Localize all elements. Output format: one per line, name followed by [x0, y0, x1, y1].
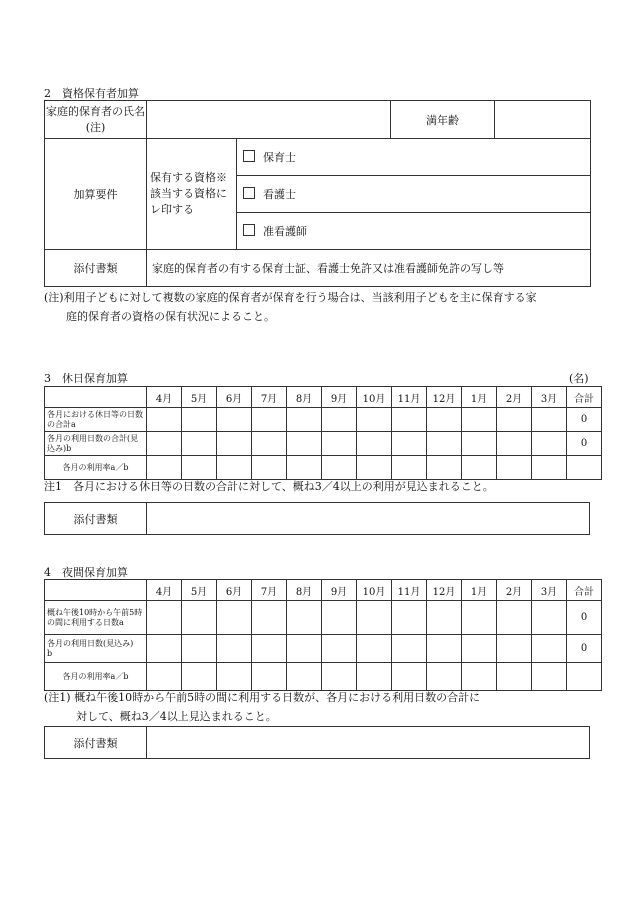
row-label: 各月の利用率a／b — [45, 663, 147, 691]
month-input-cell[interactable] — [287, 432, 322, 456]
month-header: 5月 — [182, 580, 217, 601]
row-label: 各月における休日等の日数の合計a — [45, 408, 147, 432]
qualification-instruction: 保有する資格※該当する資格にレ印する — [147, 139, 237, 250]
month-input-cell[interactable] — [462, 601, 497, 635]
month-input-cell[interactable] — [217, 456, 252, 480]
month-header: 12月 — [427, 580, 462, 601]
section3-note: 注1 各月における休日等の日数の合計に対して、概ね3／4以上の利用が見込まれること。 — [44, 480, 494, 493]
month-input-cell[interactable] — [322, 635, 357, 663]
month-input-cell[interactable] — [147, 456, 182, 480]
month-header: 9月 — [322, 580, 357, 601]
month-input-cell[interactable] — [252, 663, 287, 691]
month-input-cell[interactable] — [532, 432, 567, 456]
table-row — [45, 456, 602, 480]
month-header: 6月 — [217, 580, 252, 601]
section2-note-line2: 庭的保育者の資格の保有状況によること。 — [66, 310, 275, 323]
row-label: 各月の利用日数(見込み) b — [45, 635, 147, 663]
corner-cell — [45, 387, 147, 408]
total-cell: 0 — [567, 432, 602, 456]
night-care-table — [44, 579, 602, 691]
month-input-cell[interactable] — [147, 432, 182, 456]
section3-attachments-field[interactable] — [147, 503, 590, 535]
corner-cell — [45, 580, 147, 601]
qualification-option-junkangoshi[interactable]: 准看護師 — [237, 213, 591, 250]
section2-title: 2 資格保有者加算 — [44, 87, 139, 100]
month-header: 4月 — [147, 580, 182, 601]
month-header: 9月 — [322, 387, 357, 408]
table-row — [45, 663, 602, 691]
total-cell: 0 — [567, 635, 602, 663]
requirement-label: 加算要件 — [45, 139, 147, 250]
full-age-label: 満年齢 — [391, 101, 495, 139]
month-input-cell[interactable] — [217, 408, 252, 432]
month-input-cell[interactable] — [252, 456, 287, 480]
month-input-cell[interactable] — [217, 635, 252, 663]
month-header: 1月 — [462, 580, 497, 601]
month-input-cell[interactable] — [322, 456, 357, 480]
checkbox-icon[interactable] — [243, 224, 255, 236]
month-input-cell[interactable] — [182, 635, 217, 663]
row-label: 各月の利用日数の合計(見込み)b — [45, 432, 147, 456]
qualification-option-hoikushi[interactable]: 保育士 — [237, 139, 591, 176]
month-input-cell[interactable] — [427, 408, 462, 432]
month-input-cell[interactable] — [252, 408, 287, 432]
month-header: 2月 — [497, 387, 532, 408]
month-input-cell[interactable] — [532, 635, 567, 663]
month-input-cell[interactable] — [357, 456, 392, 480]
month-header: 10月 — [357, 580, 392, 601]
table-row — [45, 635, 602, 663]
month-input-cell[interactable] — [287, 601, 322, 635]
month-input-cell[interactable] — [392, 456, 427, 480]
month-header: 11月 — [392, 387, 427, 408]
month-input-cell[interactable] — [497, 432, 532, 456]
month-input-cell[interactable] — [287, 663, 322, 691]
month-input-cell[interactable] — [322, 432, 357, 456]
month-input-cell[interactable] — [357, 432, 392, 456]
month-input-cell[interactable] — [252, 635, 287, 663]
section3-attachments-table — [44, 502, 590, 535]
month-header: 合計 — [567, 387, 602, 408]
row-label: 各月の利用率a／b — [45, 456, 147, 480]
month-input-cell[interactable] — [497, 408, 532, 432]
table-row — [45, 601, 602, 635]
full-age-field[interactable] — [495, 101, 591, 139]
month-input-cell[interactable] — [182, 432, 217, 456]
month-header: 6月 — [217, 387, 252, 408]
month-input-cell[interactable] — [357, 408, 392, 432]
attachments-text: 家庭的保育者の有する保育士証、看護士免許又は准看護師免許の写し等 — [147, 250, 591, 287]
month-input-cell[interactable] — [182, 456, 217, 480]
month-input-cell[interactable] — [287, 635, 322, 663]
section4-note-line2: 対して、概ね3／4以上見込まれること。 — [76, 710, 277, 723]
month-input-cell[interactable] — [182, 663, 217, 691]
month-input-cell[interactable] — [497, 663, 532, 691]
month-header: 10月 — [357, 387, 392, 408]
month-header: 8月 — [287, 580, 322, 601]
month-input-cell[interactable] — [392, 601, 427, 635]
month-input-cell[interactable] — [532, 456, 567, 480]
table-row — [45, 432, 602, 456]
month-header: 8月 — [287, 387, 322, 408]
month-input-cell[interactable] — [497, 635, 532, 663]
month-header: 合計 — [567, 580, 602, 601]
month-input-cell[interactable] — [392, 408, 427, 432]
month-input-cell[interactable] — [427, 432, 462, 456]
month-header: 7月 — [252, 580, 287, 601]
month-input-cell[interactable] — [147, 408, 182, 432]
month-header: 3月 — [532, 580, 567, 601]
month-header: 1月 — [462, 387, 497, 408]
qualification-table — [44, 100, 591, 287]
section4-title: 4 夜間保育加算 — [44, 566, 128, 579]
qualification-option-kangoshi[interactable]: 看護士 — [237, 176, 591, 213]
month-input-cell[interactable] — [392, 432, 427, 456]
total-cell: 0 — [567, 408, 602, 432]
month-input-cell[interactable] — [497, 601, 532, 635]
month-input-cell[interactable] — [322, 663, 357, 691]
month-input-cell[interactable] — [462, 432, 497, 456]
table-row — [45, 408, 602, 432]
month-input-cell[interactable] — [462, 635, 497, 663]
month-header: 5月 — [182, 387, 217, 408]
month-header: 11月 — [392, 580, 427, 601]
month-header: 3月 — [532, 387, 567, 408]
holiday-care-table — [44, 386, 602, 480]
caregiver-name-label: 家庭的保育者の氏名(注) — [45, 101, 147, 139]
month-input-cell[interactable] — [532, 663, 567, 691]
month-header: 2月 — [497, 580, 532, 601]
section4-attachments-table — [44, 726, 590, 759]
section4-attachments-field[interactable] — [147, 727, 590, 759]
month-input-cell[interactable] — [497, 456, 532, 480]
month-input-cell[interactable] — [392, 635, 427, 663]
month-input-cell[interactable] — [462, 456, 497, 480]
section4-attachments-label: 添付書類 — [45, 727, 147, 759]
month-header: 12月 — [427, 387, 462, 408]
section3-unit: (名) — [569, 372, 589, 385]
month-input-cell[interactable] — [532, 601, 567, 635]
month-input-cell[interactable] — [147, 601, 182, 635]
month-input-cell[interactable] — [357, 635, 392, 663]
month-input-cell[interactable] — [427, 663, 462, 691]
month-input-cell[interactable] — [532, 408, 567, 432]
month-input-cell[interactable] — [427, 456, 462, 480]
month-input-cell[interactable] — [252, 601, 287, 635]
month-header: 7月 — [252, 387, 287, 408]
total-cell — [567, 456, 602, 480]
section4-note-line1: (注1) 概ね午後10時から午前5時の間に利用する日数が、各月における利用日数の合計に — [44, 691, 481, 704]
month-input-cell[interactable] — [217, 663, 252, 691]
checkbox-icon[interactable] — [243, 187, 255, 199]
month-input-cell[interactable] — [217, 432, 252, 456]
month-input-cell[interactable] — [252, 432, 287, 456]
month-input-cell[interactable] — [182, 601, 217, 635]
row-label: 概ね午後10時から午前5時の間に利用する日数a — [45, 601, 147, 635]
month-input-cell[interactable] — [182, 408, 217, 432]
attachments-label: 添付書類 — [45, 250, 147, 287]
month-input-cell[interactable] — [357, 663, 392, 691]
section3-attachments-label: 添付書類 — [45, 503, 147, 535]
month-input-cell[interactable] — [322, 601, 357, 635]
month-input-cell[interactable] — [392, 663, 427, 691]
month-input-cell[interactable] — [322, 408, 357, 432]
month-input-cell[interactable] — [462, 408, 497, 432]
section2-note-line1: (注)利用子どもに対して複数の家庭的保育者が保育を行う場合は、当該利用子どもを主に保育する家 — [44, 291, 537, 304]
month-input-cell[interactable] — [217, 601, 252, 635]
total-cell — [567, 663, 602, 691]
month-input-cell[interactable] — [462, 663, 497, 691]
month-input-cell[interactable] — [427, 601, 462, 635]
month-header: 4月 — [147, 387, 182, 408]
section3-title: 3 休日保育加算 — [44, 372, 128, 385]
month-input-cell[interactable] — [147, 663, 182, 691]
month-input-cell[interactable] — [357, 601, 392, 635]
month-input-cell[interactable] — [287, 456, 322, 480]
month-input-cell[interactable] — [427, 635, 462, 663]
caregiver-name-field[interactable] — [147, 101, 391, 139]
total-cell: 0 — [567, 601, 602, 635]
month-input-cell[interactable] — [147, 635, 182, 663]
checkbox-icon[interactable] — [243, 150, 255, 162]
month-input-cell[interactable] — [287, 408, 322, 432]
